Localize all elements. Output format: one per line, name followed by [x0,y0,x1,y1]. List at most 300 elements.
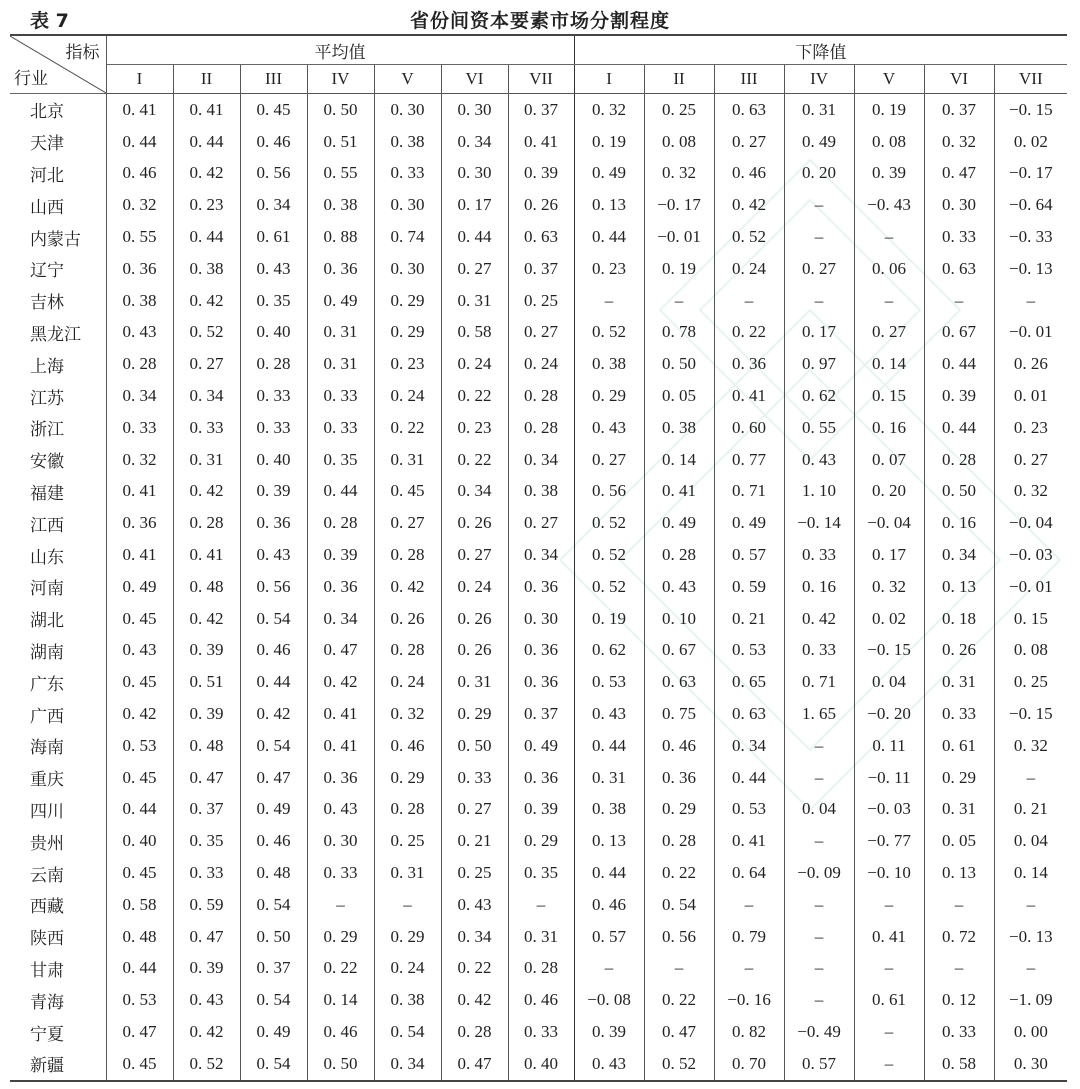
average-cell: 0. 58 [122,894,157,914]
decline-cell: 0. 08 [854,126,924,158]
average-cell: 0. 47 [173,921,240,953]
decline-cell: −0. 01 [994,571,1067,603]
decline-cell: 0. 50 [924,476,994,508]
average-cell: 0. 32 [122,449,157,469]
average-cell: 0. 56 [240,158,307,190]
row-label: 山东 [10,539,106,571]
average-cell: 0. 33 [307,412,374,444]
average-cell: 0. 24 [508,348,574,380]
average-cell: 0. 44 [122,958,157,978]
decline-cell: 0. 78 [644,317,714,349]
decline-cell: 0. 05 [644,380,714,412]
decline-cell: 0. 04 [784,794,854,826]
decline-cell: 0. 14 [994,857,1067,889]
decline-cell: – [784,221,854,253]
average-cell: 0. 47 [441,1048,508,1081]
average-cell: 0. 42 [240,698,307,730]
decline-cell: 0. 14 [854,348,924,380]
average-cell: 0. 39 [307,539,374,571]
decline-cell: 0. 77 [714,444,784,476]
decline-cell: 0. 19 [574,126,644,158]
average-cell: 0. 43 [441,889,508,921]
table-row [10,158,1067,190]
average-cell: 0. 74 [374,221,441,253]
table-row [10,762,1067,794]
decline-cell: 0. 82 [714,1016,784,1048]
decline-cell: – [784,921,854,953]
decline-cell: −0. 08 [574,984,644,1016]
average-cell: 0. 40 [122,831,157,851]
decline-cell: – [644,953,714,985]
decline-cell: 0. 31 [924,794,994,826]
average-cell: 0. 35 [508,857,574,889]
decline-cell: – [784,189,854,221]
decline-cell: 0. 57 [574,921,644,953]
average-cell: 0. 42 [173,1016,240,1048]
average-cell: – [508,889,574,921]
decline-cell: 0. 33 [784,539,854,571]
row-label: 河北 [10,158,106,190]
decline-cell: −0. 64 [994,189,1067,221]
decline-cell: 0. 47 [924,158,994,190]
decline-cell: −0. 15 [854,635,924,667]
average-cell: 0. 47 [307,635,374,667]
decline-cell: 0. 56 [574,476,644,508]
average-cell: 0. 44 [441,221,508,253]
decline-cell: 0. 23 [994,412,1067,444]
average-cell: 0. 17 [441,189,508,221]
decline-cell: – [924,953,994,985]
decline-cell: 0. 22 [644,857,714,889]
decline-cell: 0. 32 [574,94,644,126]
decline-cell: – [854,285,924,317]
decline-cell: −0. 33 [994,221,1067,253]
col-header: VI [924,65,994,94]
row-label: 安徽 [10,444,106,476]
average-cell: 0. 33 [307,857,374,889]
decline-cell: – [784,730,854,762]
decline-cell: 0. 06 [854,253,924,285]
decline-cell: 0. 27 [784,253,854,285]
row-label: 江西 [10,507,106,539]
decline-cell: 0. 67 [924,317,994,349]
average-cell: 0. 41 [173,539,240,571]
col-header: IV [784,65,854,94]
decline-cell: −0. 04 [854,507,924,539]
average-cell: 0. 32 [374,698,441,730]
decline-cell: 0. 43 [644,571,714,603]
decline-cell: 0. 21 [714,603,784,635]
decline-cell: 0. 20 [854,476,924,508]
average-cell: 0. 39 [508,158,574,190]
decline-cell: 0. 43 [574,1048,644,1081]
average-cell: 0. 50 [307,1048,374,1081]
decline-cell: 0. 63 [714,94,784,126]
average-cell: 0. 31 [307,348,374,380]
average-cell: 0. 28 [307,507,374,539]
decline-cell: – [784,825,854,857]
table-caption [0,4,1080,32]
decline-cell: 0. 54 [644,889,714,921]
decline-cell: – [784,984,854,1016]
average-cell: 0. 37 [508,94,574,126]
decline-cell: 0. 24 [714,253,784,285]
col-header: VII [994,65,1067,94]
average-cell: 0. 48 [240,857,307,889]
average-cell: 0. 22 [441,444,508,476]
average-cell: 0. 34 [307,603,374,635]
row-label: 吉林 [10,285,106,317]
decline-cell: 0. 25 [644,94,714,126]
decline-cell: 0. 13 [924,857,994,889]
decline-cell: 0. 41 [714,825,784,857]
row-label: 重庆 [10,762,106,794]
average-cell: 0. 39 [173,953,240,985]
average-cell: 0. 42 [173,158,240,190]
average-cell: 0. 31 [441,666,508,698]
decline-cell: 0. 44 [714,762,784,794]
average-cell: 0. 23 [374,348,441,380]
average-cell: 0. 35 [240,285,307,317]
average-cell: 0. 42 [122,704,157,724]
average-cell: 0. 47 [240,762,307,794]
decline-cell: −0. 15 [994,94,1067,126]
decline-cell: 0. 04 [854,666,924,698]
decline-cell: 0. 17 [854,539,924,571]
decline-cell: 0. 20 [784,158,854,190]
corner-label-region: 行业 [14,69,48,89]
average-cell: 0. 28 [374,794,441,826]
average-cell: 0. 45 [374,476,441,508]
decline-cell: 0. 02 [854,603,924,635]
decline-cell: 0. 47 [644,1016,714,1048]
decline-cell: −0. 03 [994,539,1067,571]
average-cell: 0. 34 [508,539,574,571]
decline-cell: 0. 36 [644,762,714,794]
row-label: 广东 [10,666,106,698]
corner-label-indicator: 指标 [65,43,100,63]
decline-cell: 0. 14 [644,444,714,476]
decline-cell: −0. 01 [994,317,1067,349]
decline-cell: – [714,953,784,985]
row-label: 四川 [10,794,106,826]
row-label: 湖南 [10,635,106,667]
average-cell: 0. 54 [240,1048,307,1081]
table-title: 省份间资本要素市场分割程度 [409,10,670,32]
decline-cell: 0. 19 [644,253,714,285]
decline-cell: 0. 32 [644,158,714,190]
average-cell: 0. 45 [240,94,307,126]
average-cell: 0. 36 [307,253,374,285]
decline-cell: 0. 97 [784,348,854,380]
average-cell: 0. 54 [240,984,307,1016]
average-cell: 0. 42 [173,603,240,635]
average-cell: 0. 54 [240,603,307,635]
average-cell: 0. 36 [307,571,374,603]
decline-cell: – [994,953,1067,985]
decline-cell: 0. 41 [854,921,924,953]
average-cell: 0. 38 [374,984,441,1016]
average-cell: 0. 63 [508,221,574,253]
decline-cell: – [714,889,784,921]
decline-cell: 0. 11 [854,730,924,762]
average-cell: 0. 28 [374,635,441,667]
decline-cell: 0. 08 [994,635,1067,667]
average-cell: 0. 29 [374,921,441,953]
decline-cell: 1. 65 [784,698,854,730]
average-cell: 0. 38 [307,189,374,221]
decline-cell: 0. 13 [574,189,644,221]
table-row [10,253,1067,285]
decline-cell: 0. 31 [784,94,854,126]
average-cell: 0. 26 [441,603,508,635]
average-cell: 0. 49 [240,1016,307,1048]
decline-cell: 0. 34 [924,539,994,571]
average-cell: 0. 33 [508,1016,574,1048]
decline-cell: 0. 27 [854,317,924,349]
decline-cell: 0. 33 [924,1016,994,1048]
average-cell: 0. 49 [240,794,307,826]
decline-cell: 0. 62 [784,380,854,412]
average-cell: 0. 24 [441,571,508,603]
decline-cell: 0. 44 [924,348,994,380]
average-cell: 0. 28 [374,539,441,571]
average-cell: 0. 43 [122,322,157,342]
average-cell: 0. 28 [173,507,240,539]
table-row [10,921,1067,953]
decline-cell: 0. 29 [574,380,644,412]
row-label: 云南 [10,857,106,889]
table-row [10,794,1067,826]
average-cell: 0. 40 [240,444,307,476]
decline-cell: – [854,1016,924,1048]
average-cell: 0. 54 [240,889,307,921]
average-cell: 0. 30 [374,94,441,126]
average-cell: 0. 45 [122,767,157,787]
average-cell: 0. 38 [508,476,574,508]
average-cell: 0. 55 [307,158,374,190]
table-body [10,94,1067,1081]
row-label: 新疆 [10,1048,106,1081]
decline-cell: 0. 27 [714,126,784,158]
decline-cell: 0. 13 [574,825,644,857]
average-cell: 0. 45 [122,608,157,628]
row-label: 甘肃 [10,953,106,985]
table-row [10,221,1067,253]
decline-cell: 0. 70 [714,1048,784,1081]
average-cell: 0. 39 [173,635,240,667]
average-cell: 0. 44 [122,131,157,151]
decline-cell: 0. 26 [994,348,1067,380]
average-cell: 0. 34 [441,476,508,508]
average-cell: – [307,889,374,921]
decline-cell: 0. 33 [924,221,994,253]
decline-cell: 0. 22 [714,317,784,349]
decline-cell: 0. 00 [994,1016,1067,1048]
decline-cell: 0. 37 [924,94,994,126]
table-row [10,380,1067,412]
decline-cell: – [854,221,924,253]
decline-cell: 0. 52 [644,1048,714,1081]
decline-cell: 0. 05 [924,825,994,857]
decline-cell: 0. 57 [784,1048,854,1081]
decline-cell: −0. 15 [994,698,1067,730]
average-cell: 0. 43 [173,984,240,1016]
decline-cell: 0. 44 [924,412,994,444]
decline-cell: – [784,889,854,921]
average-cell: 0. 54 [374,1016,441,1048]
decline-cell: 0. 33 [924,698,994,730]
average-cell: 0. 33 [173,412,240,444]
table-row [10,984,1067,1016]
average-cell: 0. 21 [441,825,508,857]
average-cell: 0. 32 [122,195,157,215]
average-cell: 0. 42 [173,476,240,508]
decline-cell: – [784,762,854,794]
decline-cell: 0. 38 [644,412,714,444]
decline-cell: 0. 32 [994,476,1067,508]
decline-cell: −0. 13 [994,253,1067,285]
average-cell: 0. 31 [441,285,508,317]
average-cell: 0. 50 [441,730,508,762]
average-cell: 0. 43 [240,539,307,571]
decline-cell: 0. 64 [714,857,784,889]
average-cell: 0. 88 [307,221,374,253]
decline-cell: 0. 27 [574,444,644,476]
col-header: II [173,65,240,94]
row-label: 广西 [10,698,106,730]
decline-cell: 0. 07 [854,444,924,476]
average-cell: 0. 27 [508,317,574,349]
decline-cell: 0. 31 [924,666,994,698]
average-cell: 0. 27 [441,539,508,571]
decline-cell: 0. 42 [784,603,854,635]
decline-cell: 0. 31 [574,762,644,794]
average-cell: 0. 45 [122,863,157,883]
average-cell: 0. 46 [307,1016,374,1048]
decline-cell: 0. 34 [714,730,784,762]
decline-cell: 0. 52 [574,317,644,349]
row-label: 宁夏 [10,1016,106,1048]
decline-cell: 0. 08 [644,126,714,158]
decline-cell: – [994,285,1067,317]
average-cell: 0. 22 [441,953,508,985]
decline-cell: 0. 25 [994,666,1067,698]
decline-cell: – [854,953,924,985]
table-row [10,317,1067,349]
average-cell: 0. 31 [374,444,441,476]
average-cell: 0. 28 [122,354,157,374]
average-cell: 0. 30 [441,94,508,126]
col-header: III [714,65,784,94]
average-cell: 0. 24 [374,666,441,698]
average-cell: 0. 49 [508,730,574,762]
average-cell: 0. 44 [307,476,374,508]
average-cell: 0. 33 [122,417,157,437]
average-cell: 0. 42 [374,571,441,603]
decline-cell: 0. 18 [924,603,994,635]
average-cell: 0. 38 [173,253,240,285]
average-cell: 0. 24 [374,380,441,412]
decline-cell: −0. 09 [784,857,854,889]
average-cell: 0. 40 [508,1048,574,1081]
decline-cell: 0. 49 [574,158,644,190]
average-cell: 0. 36 [240,507,307,539]
decline-cell: 0. 39 [854,158,924,190]
average-cell: 0. 29 [307,921,374,953]
decline-cell: 0. 65 [714,666,784,698]
decline-cell: 0. 42 [714,189,784,221]
decline-cell: 0. 53 [714,635,784,667]
decline-cell: 0. 72 [924,921,994,953]
average-cell: 0. 33 [240,380,307,412]
decline-cell: 0. 52 [574,571,644,603]
average-cell: 0. 46 [240,126,307,158]
row-label: 上海 [10,348,106,380]
decline-cell: 0. 53 [714,794,784,826]
decline-cell: 0. 75 [644,698,714,730]
decline-cell: 0. 19 [854,94,924,126]
average-cell: 0. 54 [240,730,307,762]
average-cell: 0. 47 [173,762,240,794]
average-cell: 0. 29 [374,285,441,317]
row-label: 西藏 [10,889,106,921]
average-cell: 0. 28 [508,412,574,444]
average-cell: 0. 56 [240,571,307,603]
decline-cell: 0. 32 [994,730,1067,762]
average-cell: 0. 58 [441,317,508,349]
decline-cell: – [784,953,854,985]
average-cell: 0. 34 [240,189,307,221]
average-cell: 0. 49 [307,285,374,317]
decline-cell: −0. 16 [714,984,784,1016]
decline-cell: −0. 13 [994,921,1067,953]
table-row [10,539,1067,571]
decline-cell: 0. 32 [854,571,924,603]
decline-cell: 0. 59 [714,571,784,603]
average-cell: 0. 52 [173,317,240,349]
average-cell: 0. 39 [173,698,240,730]
average-cell: 0. 48 [173,571,240,603]
average-cell: 0. 41 [307,698,374,730]
col-header: VI [441,65,508,94]
average-cell: 0. 48 [122,926,157,946]
decline-cell: – [854,1048,924,1081]
average-cell: 0. 30 [374,253,441,285]
decline-cell: – [714,285,784,317]
row-label: 河南 [10,571,106,603]
average-cell: 0. 23 [441,412,508,444]
average-cell: 0. 43 [122,640,157,660]
table-row [10,126,1067,158]
average-cell: 0. 29 [508,825,574,857]
average-cell: 0. 41 [122,481,157,501]
decline-cell: 0. 55 [784,412,854,444]
average-cell: 0. 26 [508,189,574,221]
decline-cell: – [994,889,1067,921]
row-label: 青海 [10,984,106,1016]
decline-cell: 0. 04 [994,825,1067,857]
decline-cell: −0. 17 [644,189,714,221]
row-label: 贵州 [10,825,106,857]
average-cell: 0. 44 [173,126,240,158]
average-cell: 0. 24 [441,348,508,380]
decline-cell: 0. 16 [854,412,924,444]
decline-cell: −0. 11 [854,762,924,794]
decline-cell: 0. 29 [644,794,714,826]
average-cell: 0. 42 [173,285,240,317]
decline-cell: – [854,889,924,921]
